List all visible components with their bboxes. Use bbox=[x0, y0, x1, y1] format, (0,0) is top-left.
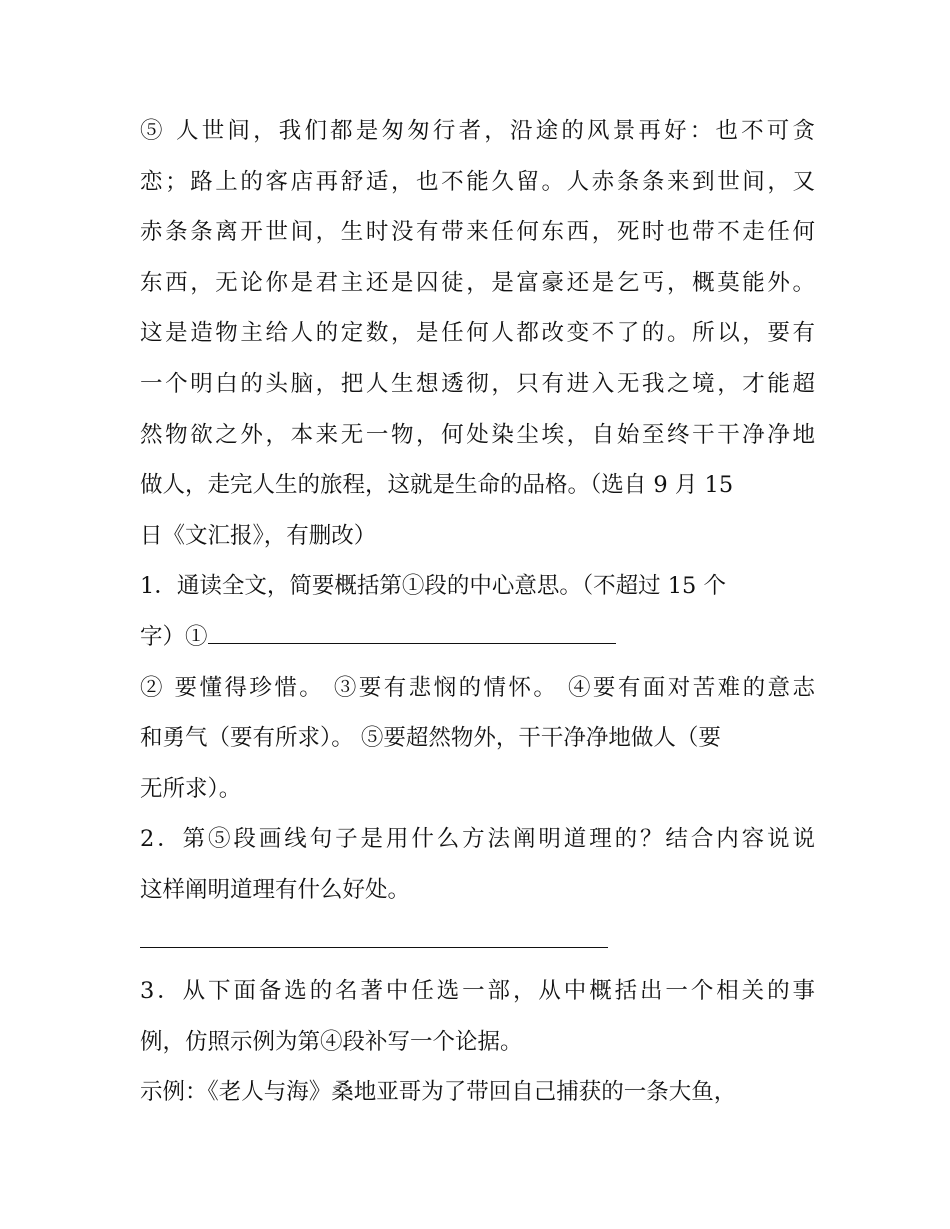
question-2-prompt: 2．第⑤段画线句子是用什么方法阐明道理的？结合内容说说 bbox=[140, 826, 815, 853]
passage-line-4: 东西，无论你是君主还是囚徒，是富豪还是乞丐，概莫能外。 bbox=[140, 269, 815, 296]
question-2-answer-row bbox=[140, 916, 815, 967]
question-1-answer-label: 字）① bbox=[140, 623, 208, 650]
passage-line-1: ⑤ 人世间，我们都是匆匆行者，沿途的风景再好：也不可贪 bbox=[140, 118, 815, 144]
passage-line-2: 恋；路上的客店再舒适，也不能久留。人赤条条来到世间，又 bbox=[140, 168, 815, 195]
question-3-example: 示例：《老人与海》桑地亚哥为了带回自己捕获的一条大鱼， bbox=[140, 1079, 737, 1106]
passage-line-3: 赤条条离开世间，生时没有带来任何东西，死时也带不走任何 bbox=[140, 219, 815, 246]
passage-line-9: 日《文汇报》，有删改） bbox=[140, 522, 377, 549]
question-1-prompt-cont bbox=[140, 612, 815, 663]
question-1-answer-line-1: ② 要懂得珍惜。 ③要有悲悯的情怀。 ④要有面对苦难的意志 bbox=[140, 674, 815, 701]
document-body bbox=[140, 106, 815, 1118]
question-2-answer-blank[interactable] bbox=[140, 921, 608, 948]
question-3-prompt: 3．从下面备选的名著中任选一部，从中概括出一个相关的事 bbox=[140, 978, 815, 1005]
question-3-prompt-cont: 例，仿照示例为第④段补写一个论据。 bbox=[140, 1028, 523, 1055]
passage-line-8: 做人，走完人生的旅程，这就是生命的品格。（选自 9 月 15 bbox=[140, 472, 734, 499]
question-1-prompt: 1．通读全文，简要概括第①段的中心意思。（不超过 15 个 bbox=[140, 573, 727, 600]
question-1-answer-line-3: 无所求）。 bbox=[140, 775, 242, 802]
question-1-answer-blank[interactable] bbox=[208, 617, 616, 644]
passage-line-7: 然物欲之外，本来无一物，何处染尘埃，自始至终干干净净地 bbox=[140, 421, 815, 448]
question-1-answer-line-2: 和勇气（要有所求）。 ⑤要超然物外，干干净净地做人（要 bbox=[140, 725, 721, 752]
question-2-prompt-cont: 这样阐明道理有什么好处。 bbox=[140, 876, 411, 903]
passage-line-6: 一个明白的头脑，把人生想透彻，只有进入无我之境，才能超 bbox=[140, 370, 815, 397]
passage-line-5: 这是造物主给人的定数，是任何人都改变不了的。所以，要有 bbox=[140, 320, 815, 347]
